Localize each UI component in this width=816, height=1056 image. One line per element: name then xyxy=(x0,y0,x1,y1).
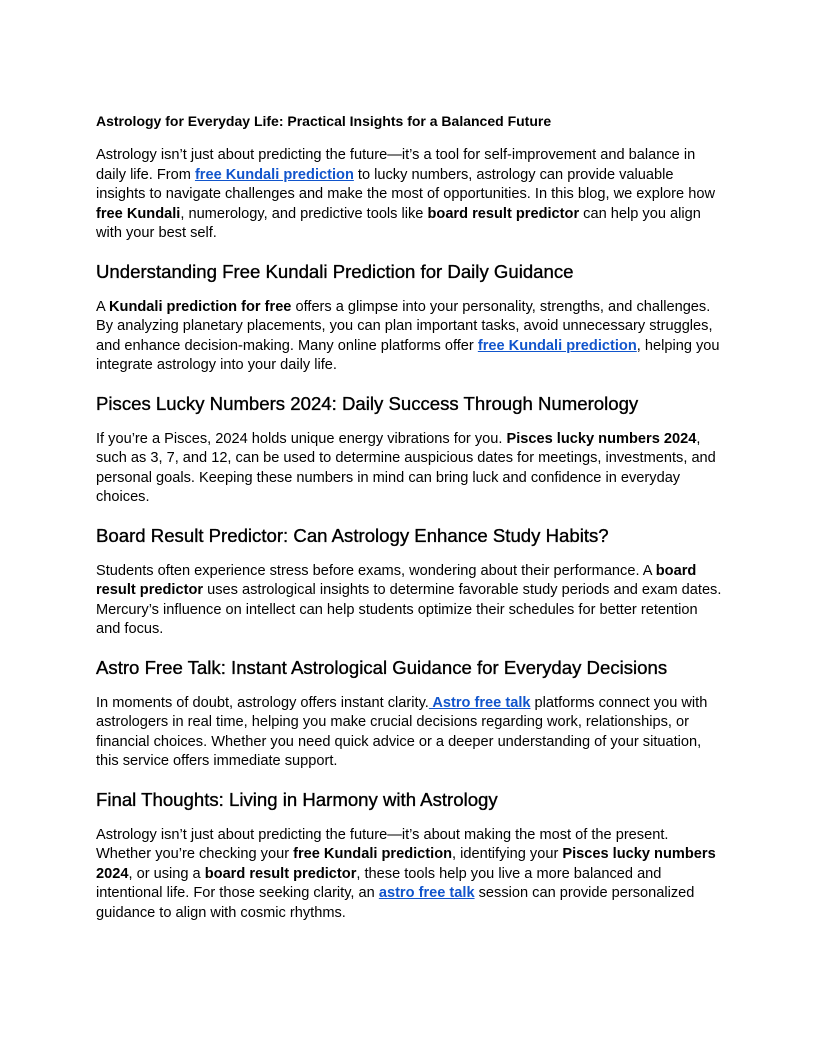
free-kundali-prediction-link-2[interactable]: free Kundali prediction xyxy=(477,337,637,354)
intro-paragraph: Astrology isn’t just about predicting the future—it’s a tool for self-improvement and balance in daily life. From free Kundali prediction to lucky numbers, astrology can provide valuable insights to navigate challenges and make the most of opportunities. In this blog, we explore how free Kundali, numerology, and predictive tools like board result predictor can help you align with your best self. xyxy=(96,147,715,241)
document-title: Astrology for Everyday Life: Practical Insights for a Balanced Future xyxy=(96,113,552,129)
free-kundali-prediction-link[interactable]: free Kundali prediction xyxy=(194,166,354,183)
section-paragraph-pisces: If you’re a Pisces, 2024 holds unique energy vibrations for you. Pisces lucky numbers 2024, such as 3, 7, and 12, can be used to determine auspicious dates for meetings, investments, and personal goals. Keeping these numbers in mind can bring luck and confidence in everyday choices. xyxy=(96,430,716,505)
astro-free-talk-link-2[interactable]: astro free talk xyxy=(378,885,475,901)
section-paragraph-astro-talk: In moments of doubt, astrology offers instant clarity. Astro free talk platforms connect you with astrologers in real time, helping you make crucial decisions regarding work, relationships, or financial choices. Whether you need quick advice or a deeper understanding of your situation, this service offers immediate support. xyxy=(96,694,708,769)
bold-free-kundali: free Kundali xyxy=(96,205,181,222)
section-heading-pisces: Pisces Lucky Numbers 2024: Daily Success Through Numerology xyxy=(96,392,639,414)
bold-board-result-predictor: board result predictor xyxy=(427,205,580,222)
section-heading-astro-talk: Astro Free Talk: Instant Astrological Guidance for Everyday Decisions xyxy=(96,656,668,678)
document-page xyxy=(96,111,726,923)
section-paragraph-board-result: Students often experience stress before exams, wondering about their performance. A board result predictor uses astrological insights to determine favorable study periods and exam dates. Mercury’s influence on intellect can help students optimize their schedules for better retention and focus. xyxy=(96,562,722,637)
section-heading-final-thoughts: Final Thoughts: Living in Harmony with Astrology xyxy=(96,788,498,810)
section-heading-kundali: Understanding Free Kundali Prediction for Daily Guidance xyxy=(96,260,574,282)
astro-free-talk-link[interactable]: Astro free talk xyxy=(428,694,531,711)
section-paragraph-kundali: A Kundali prediction for free offers a glimpse into your personality, strengths, and challenges. By analyzing planetary placements, you can plan important tasks, avoid unnecessary struggles, and enhance decision-making. Many online platforms offer free Kundali prediction, helping you integrate astrology into your daily life. xyxy=(96,298,720,373)
section-heading-board-result: Board Result Predictor: Can Astrology Enhance Study Habits? xyxy=(96,524,609,546)
section-paragraph-final-thoughts: Astrology isn’t just about predicting the future—it’s about making the most of the present. Whether you’re checking your free Kundali prediction, identifying your Pisces lucky numbers 2024, or using a board result predictor, these tools help you live a more balanced and intentional life. For those seeking clarity, an astro free talk session can provide personalized guidance to align with cosmic rhythms. xyxy=(96,826,716,921)
